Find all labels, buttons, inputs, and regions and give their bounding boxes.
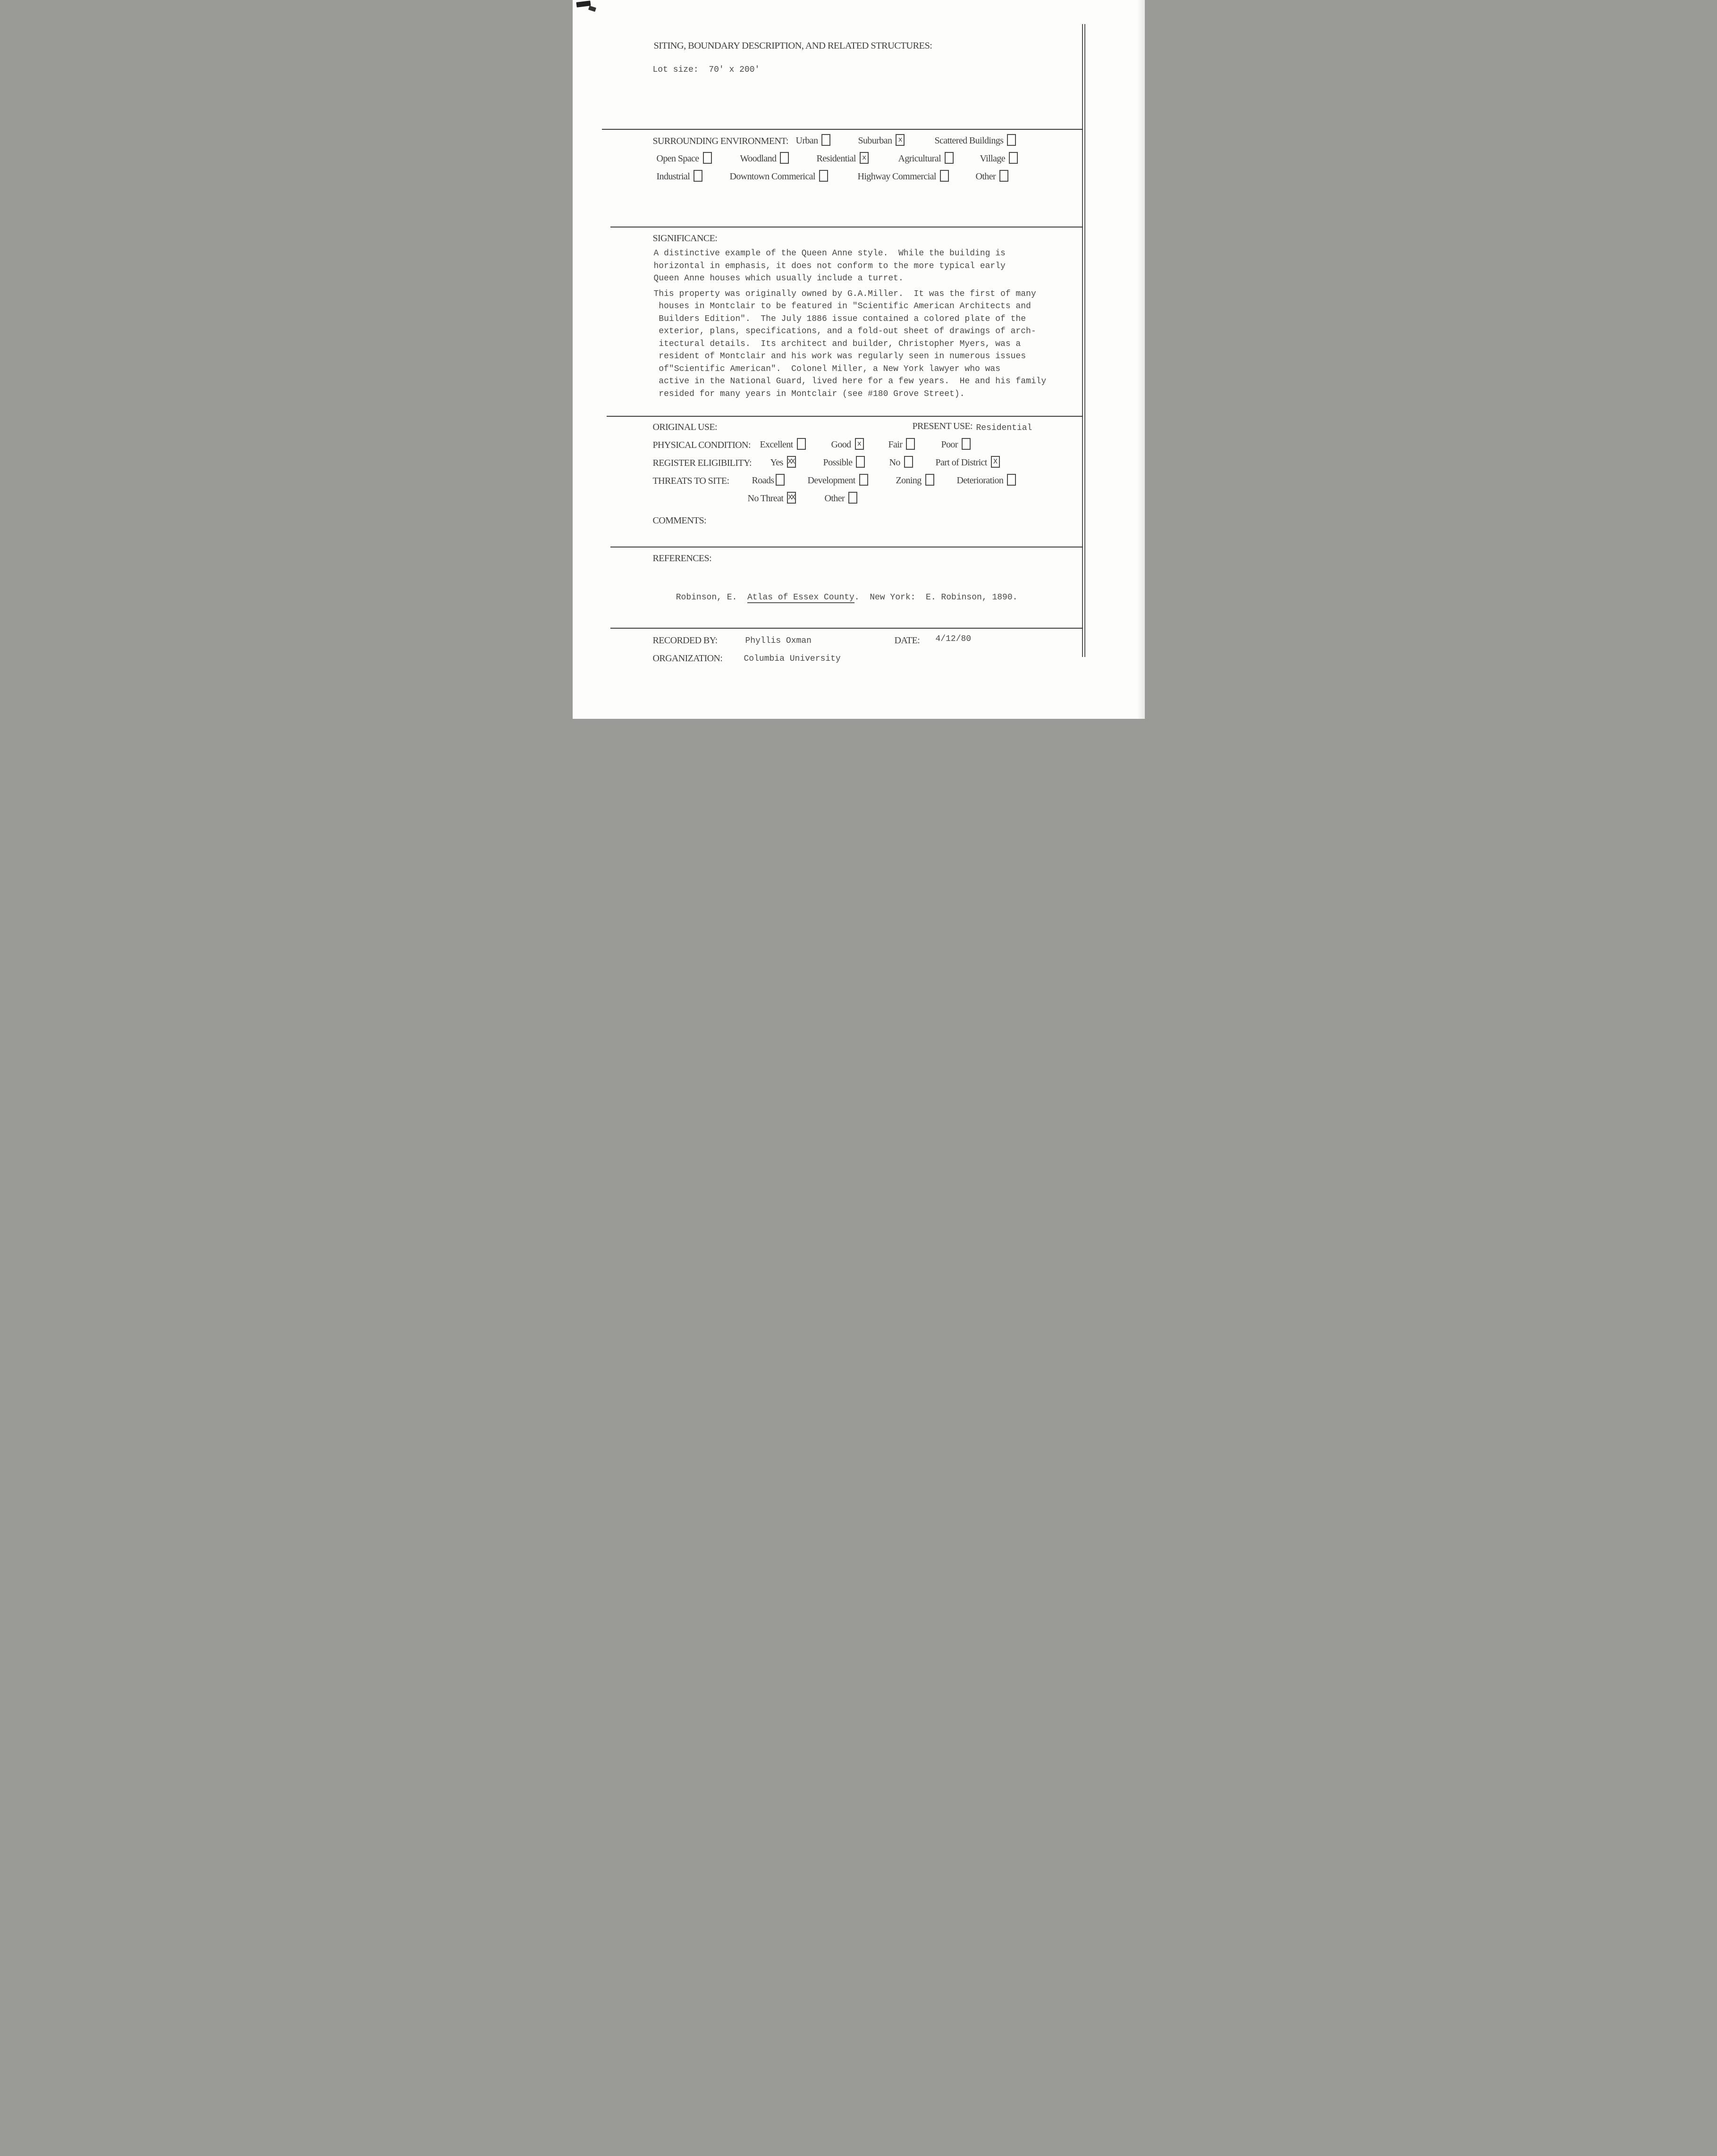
checkbox-label: Zoning — [896, 475, 922, 486]
checkbox-label: Excellent — [760, 439, 793, 450]
reference-entry-title: Atlas of Essex County — [747, 592, 854, 602]
significance-text-line: resident of Montclair and his work was regularly seen in numerous issues — [653, 352, 1026, 361]
checkbox-label: Industrial — [656, 171, 690, 182]
checkbox — [797, 438, 806, 450]
checkbox-label: Poor — [941, 439, 958, 450]
checkbox-label: Fair — [888, 439, 903, 450]
reference-entry — [656, 582, 1018, 613]
register-eligibility-label: REGISTER ELIGIBILITY: — [652, 458, 752, 468]
threats-to-site-label: THREATS TO SITE: — [652, 476, 729, 486]
checkbox-label: Yes — [770, 457, 783, 468]
checkbox-label: Open Space — [656, 153, 699, 164]
checkbox-option-good — [831, 438, 864, 451]
checkbox-option-industrial — [657, 170, 703, 183]
comments-label: COMMENTS: — [652, 515, 707, 526]
original-use-label: ORIGINAL USE: — [652, 422, 717, 432]
checkbox — [906, 438, 915, 450]
checkbox-label: No Threat — [747, 493, 784, 504]
lot-size-line: Lot size: 70' x 200' — [652, 65, 760, 75]
organization-value: Columbia University — [744, 654, 841, 664]
checkbox-option-deterioration — [957, 474, 1016, 487]
checkbox-option-suburban — [858, 134, 905, 147]
checkbox-option-fair — [888, 438, 915, 451]
checkbox-label: Suburban — [858, 135, 892, 146]
checkbox-label: Scattered Buildings — [934, 135, 1004, 146]
checkbox-option-no — [889, 456, 913, 469]
checkbox: x — [860, 152, 869, 164]
checkbox-label: Woodland — [740, 153, 777, 164]
checkbox-label: Possible — [823, 457, 853, 468]
reference-entry-prefix: Robinson, E. — [676, 592, 747, 602]
significance-text-line: itectural details. Its architect and builder, Christopher Myers, was a — [653, 339, 1021, 349]
recorded-by-value: Phyllis Oxman — [745, 636, 812, 646]
section-rule — [607, 416, 1083, 417]
checkbox: X — [991, 456, 1000, 468]
checkbox — [904, 456, 913, 468]
checkbox-label: Residential — [816, 153, 856, 164]
checkbox-label: Other — [824, 493, 845, 504]
checkbox-option-development — [808, 474, 868, 487]
page-edge-shadow — [1137, 0, 1145, 719]
recorded-by-label: RECORDED BY: — [652, 635, 718, 646]
checkbox-label: Village — [980, 153, 1005, 164]
checkbox — [703, 152, 712, 164]
checkbox-option-residential — [817, 152, 869, 165]
scanned-survey-form-page — [573, 0, 1145, 719]
checkbox — [859, 474, 868, 486]
checkbox — [940, 170, 949, 182]
checkbox-option-urban — [796, 134, 831, 147]
checkbox-label: Development — [807, 475, 855, 486]
section-rule — [610, 628, 1083, 629]
significance-label: SIGNIFICANCE: — [652, 233, 718, 244]
surrounding-environment-label: SURROUNDING ENVIRONMENT: — [652, 136, 788, 146]
checkbox-label: Deterioration — [956, 475, 1004, 486]
physical-condition-label: PHYSICAL CONDITION: — [652, 440, 751, 450]
checkbox-option-part-of-district — [936, 456, 1000, 469]
significance-text-line: of"Scientific American". Colonel Miller, a New York lawyer who was — [653, 364, 1001, 374]
significance-text-line: horizontal in emphasis, it does not conform to the more typical early — [653, 261, 1006, 271]
checkbox-label: Part of District — [935, 457, 987, 468]
checkbox — [999, 170, 1008, 182]
checkbox: x — [855, 438, 864, 450]
checkbox-option-other-threat — [825, 492, 858, 505]
checkbox-label: Agricultural — [898, 153, 941, 164]
significance-text-line: houses in Montclair to be featured in "Scientific American Architects and — [653, 302, 1031, 311]
checkbox — [848, 492, 857, 504]
checkbox — [1007, 474, 1016, 486]
references-label: REFERENCES: — [652, 553, 712, 564]
checkbox-label: Good — [831, 439, 851, 450]
form-vertical-rule — [1082, 24, 1083, 657]
significance-text-line: This property was originally owned by G.A.Miller. It was the first of many — [653, 289, 1036, 299]
checkbox-label: Other — [975, 171, 996, 182]
checkbox-option-downtown-commercial — [730, 170, 828, 183]
scan-artifact — [576, 0, 591, 8]
checkbox: XX — [787, 456, 796, 468]
significance-text-line: Queen Anne houses which usually include a turret. — [653, 274, 904, 283]
checkbox — [780, 152, 789, 164]
checkbox-option-open-space — [657, 152, 712, 165]
checkbox-label: Downtown Commerical — [729, 171, 815, 182]
scan-artifact — [588, 6, 596, 12]
section-rule — [602, 129, 1083, 130]
checkbox — [776, 474, 785, 486]
checkbox — [1007, 134, 1016, 146]
checkbox — [821, 134, 830, 146]
checkbox-option-zoning — [896, 474, 934, 487]
checkbox-option-other-environment — [976, 170, 1009, 183]
present-use-label: PRESENT USE: — [912, 421, 973, 431]
checkbox — [856, 456, 865, 468]
checkbox-option-village — [980, 152, 1018, 165]
checkbox-option-excellent — [760, 438, 806, 451]
checkbox — [819, 170, 828, 182]
checkbox — [925, 474, 934, 486]
date-value: 4/12/80 — [935, 634, 972, 644]
checkbox-option-poor — [941, 438, 971, 451]
checkbox-option-yes — [770, 456, 796, 469]
form-vertical-rule — [1084, 24, 1085, 657]
checkbox — [962, 438, 971, 450]
checkbox-option-highway-commercial — [858, 170, 949, 183]
checkbox — [945, 152, 954, 164]
checkbox — [694, 170, 702, 182]
checkbox-option-agricultural — [898, 152, 954, 165]
significance-text-line: exterior, plans, specifications, and a fold-out sheet of drawings of arch- — [653, 327, 1036, 336]
page-title: SITING, BOUNDARY DESCRIPTION, AND RELATED STRUCTURES: — [653, 41, 932, 51]
present-use-value: Residential — [976, 423, 1032, 433]
checkbox: x — [896, 134, 905, 146]
checkbox-label: Highway Commercial — [857, 171, 936, 182]
date-label: DATE: — [894, 635, 920, 646]
significance-text-line: active in the National Guard, lived here for a few years. He and his family — [653, 377, 1047, 386]
organization-label: ORGANIZATION: — [652, 653, 723, 664]
reference-entry-suffix: . New York: E. Robinson, 1890. — [854, 592, 1018, 602]
checkbox: XX — [787, 492, 796, 504]
checkbox-label: No — [889, 457, 900, 468]
checkbox-option-no-threat — [748, 492, 796, 505]
checkbox-option-roads — [752, 474, 785, 487]
significance-text-line: A distinctive example of the Queen Anne style. While the building is — [653, 249, 1006, 258]
checkbox-label: Roads — [752, 475, 774, 486]
checkbox — [1009, 152, 1018, 164]
checkbox-label: Urban — [795, 135, 818, 146]
significance-text-line: resided for many years in Montclair (see #180 Grove Street). — [653, 389, 965, 399]
checkbox-option-scattered-buildings — [935, 134, 1016, 147]
checkbox-option-woodland — [740, 152, 789, 165]
significance-text-line: Builders Edition". The July 1886 issue contained a colored plate of the — [653, 314, 1026, 324]
checkbox-option-possible — [823, 456, 865, 469]
